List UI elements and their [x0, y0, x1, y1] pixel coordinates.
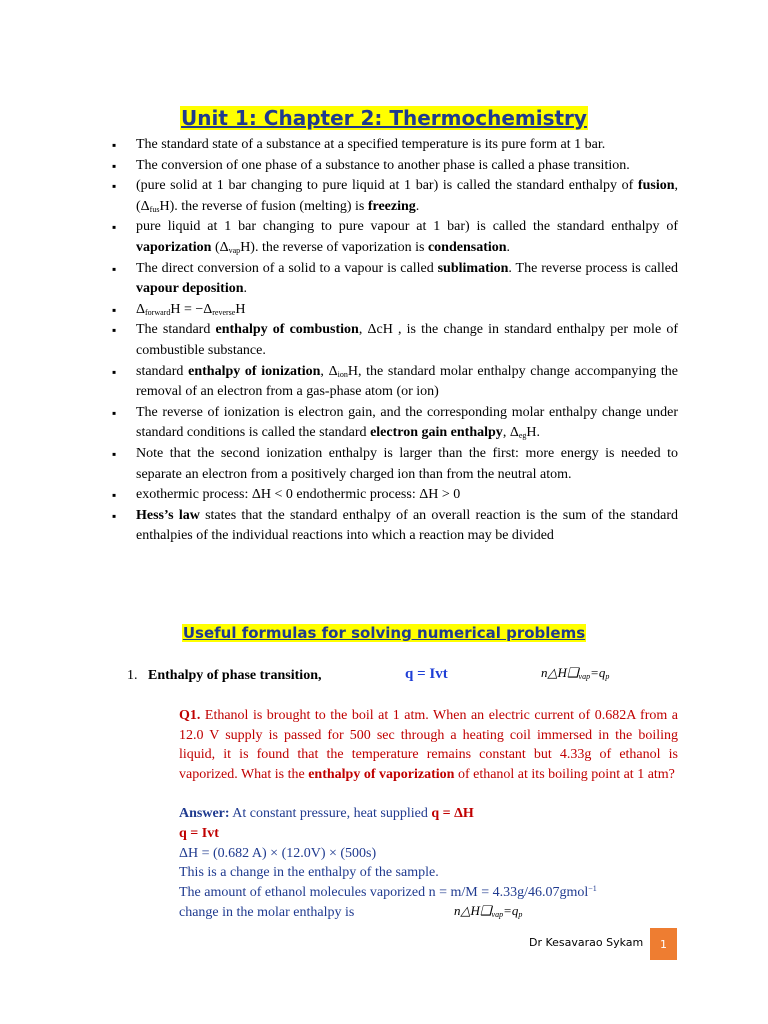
page-number-badge: 1: [650, 928, 677, 960]
bullet-item: ▪ $\Delta_{forward}H = -\Delta_{reverse}H$: [112, 300, 678, 321]
answer-line-5: The amount of ethanol molecules vaporized n = m/M = 4.33g/46.07gmol$^{-1}$: [179, 884, 597, 900]
formula-number: 1.: [127, 668, 138, 683]
bullet-item: ▪ exothermic process: ΔH < 0 endothermic process: ΔH > 0: [112, 485, 678, 506]
answer-line-1: Answer: At constant pressure, heat supplied q = ΔH: [179, 806, 474, 821]
section-heading: Useful formulas for solving numerical problems: [182, 624, 586, 642]
bullet-item: ▪ Hess’s law states that the standard enthalpy of an overall reaction is the sum of the standard enthalpies of the individual reactions into which a reaction may be divided: [112, 506, 678, 547]
bullet-item: ▪ pure liquid at 1 bar changing to pure vapour at 1 bar) is called the standard enthalpy of vaporization $(\Delta_{vap}H)$. the reverse of vaporization is condensation.: [112, 217, 678, 258]
question-label: Q1.: [179, 708, 201, 723]
formula-equation: $n\triangle H❑_{vap}=q_p$: [541, 665, 610, 681]
bullet-list: [112, 135, 678, 547]
page-title: Unit 1: Chapter 2: Thermochemistry: [181, 106, 587, 130]
answer-line-6: change in the molar enthalpy is $n\triangle H❑_{vap}=q_p$: [179, 903, 523, 920]
bullet-item: ▪ The standard state of a substance at a specified temperature is its pure form at 1 bar.: [112, 135, 678, 156]
answer-line-3: ΔH = (0.682 A) × (12.0V) × (500s): [179, 846, 377, 861]
answer-line-4: This is a change in the enthalpy of the sample.: [179, 865, 439, 880]
bullet-item: ▪ The direct conversion of a solid to a vapour is called sublimation. The reverse process is called vapour deposition.: [112, 259, 678, 300]
footer-author: Dr Kesavarao Sykam: [529, 936, 644, 949]
formula-row: [127, 667, 687, 689]
bullet-item: ▪ Note that the second ionization enthalpy is larger than the first: more energy is needed to separate an electron from a positively charged ion than from the neutral atom.: [112, 444, 678, 485]
bullet-item: ▪ The standard enthalpy of combustion, ΔcH , is the change in standard enthalpy per mole of combustible substance.: [112, 320, 678, 361]
formula-q: q = Ivt: [405, 666, 448, 682]
answer-equation: $n\triangle H❑_{vap}=q_p$: [454, 903, 523, 919]
bullet-item: ▪ (pure solid at 1 bar changing to pure liquid at 1 bar) is called the standard enthalpy of fusion, $(\Delta_{fus}H)$. the reverse of fusion (melting) is freezing.: [112, 176, 678, 217]
bullet-item: ▪ The reverse of ionization is electron gain, and the corresponding molar enthalpy change under standard conditions is called the standard electron gain enthalpy, $\Delta_{eg}H$.: [112, 403, 678, 444]
answer-line-2: q = Ivt: [179, 826, 219, 841]
bullet-item: ▪ standard enthalpy of ionization, $\Delta_{ion}H$, the standard molar enthalpy change accompanying the removal of an electron from a gas-phase atom (or ion): [112, 362, 678, 403]
formula-name: Enthalpy of phase transition,: [148, 668, 322, 683]
bullet-item: ▪ The conversion of one phase of a substance to another phase is called a phase transition.: [112, 156, 678, 177]
question-block: Q1. Ethanol is brought to the boil at 1 atm. When an electric current of 0.682A from a 12.0 V supply is passed for 500 sec through a heating coil immersed in the boiling liquid, it is found that the temperature remains constant but 4.33g of ethanol is vaporized. What is the enthalpy of vaporization of ethanol at its boiling point at 1 atm?: [179, 708, 678, 783]
